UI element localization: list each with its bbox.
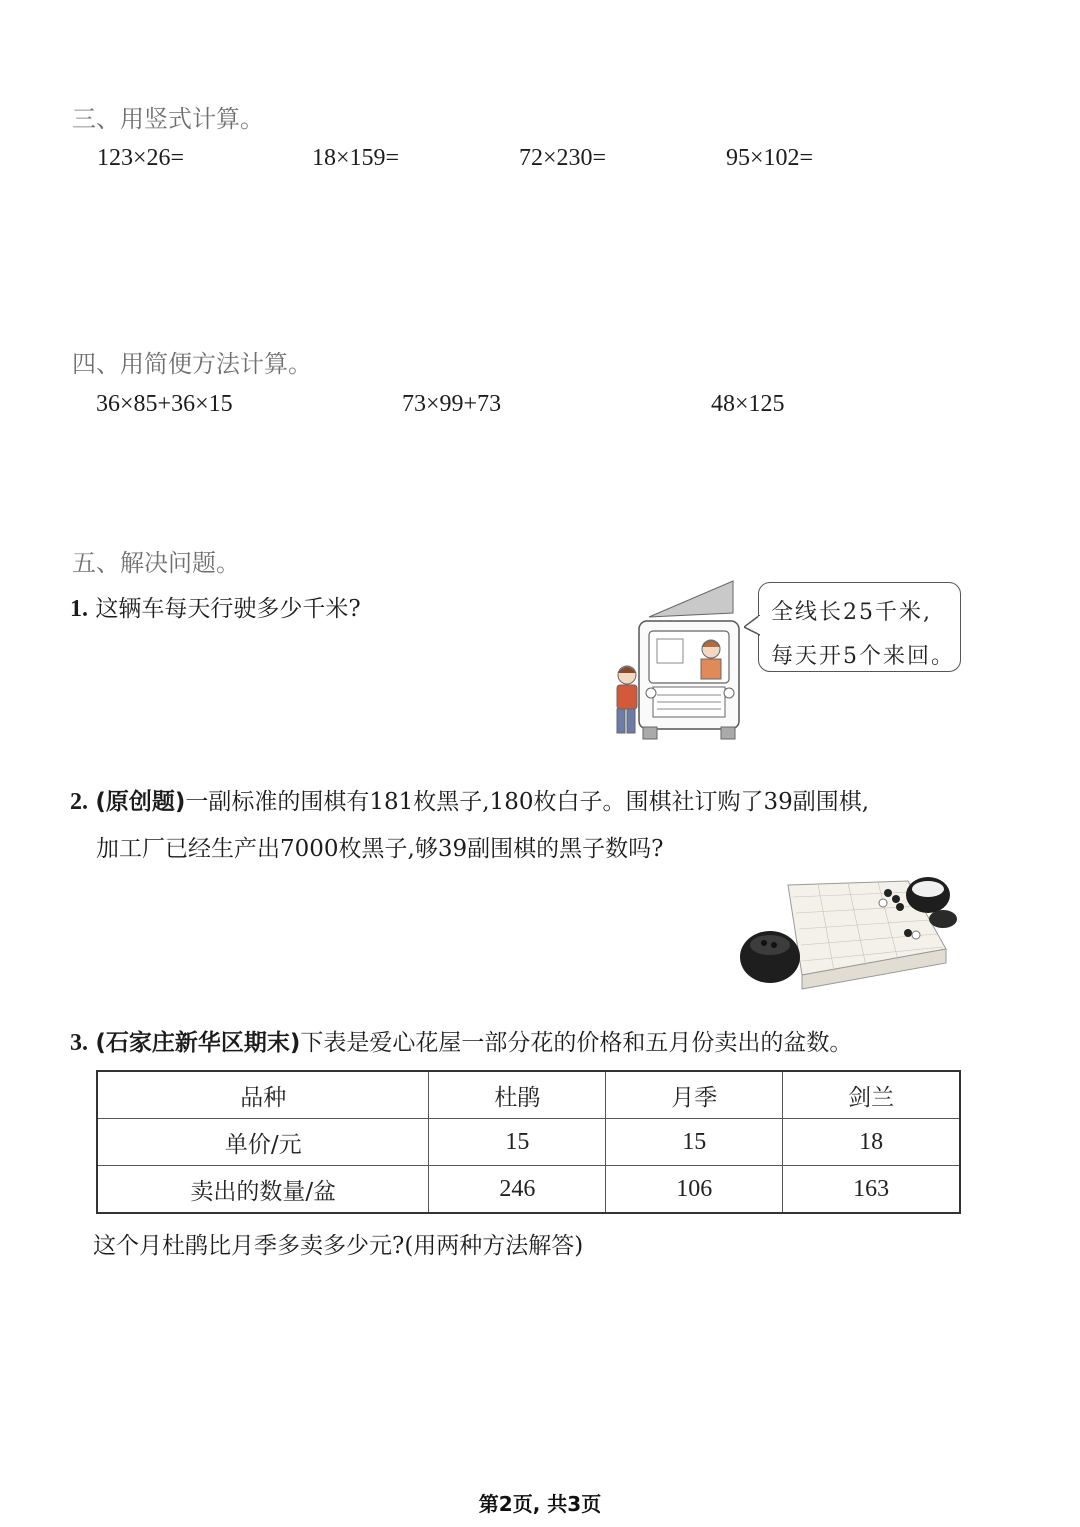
calc-expression: 95×102= <box>726 145 814 171</box>
bubble-line: 每天开5个来回。 <box>771 644 955 669</box>
simplify-expression: 73×99+73 <box>402 391 502 417</box>
calc-expression: 18×159= <box>312 145 400 171</box>
question-1 <box>70 590 361 623</box>
simplify-expression: 48×125 <box>711 391 785 417</box>
flower-price-table <box>96 1070 961 1214</box>
question-2-line: 一副标准的围棋有181枚黑子,180枚白子。围棋社订购了39副围棋, <box>185 789 870 815</box>
table-row <box>97 1071 960 1119</box>
question-2-line: 加工厂已经生产出7000枚黑子,够39副围棋的黑子数吗? <box>96 836 664 862</box>
table-header-cell: 月季 <box>606 1071 783 1119</box>
table-row <box>97 1166 960 1214</box>
question-source: (石家庄新华区期末) <box>95 1030 301 1056</box>
table-row-label: 卖出的数量/盆 <box>97 1166 429 1214</box>
table-cell: 15 <box>429 1119 606 1166</box>
table-cell: 15 <box>606 1119 783 1166</box>
question-number: 2. <box>70 789 88 815</box>
section-4-title: 四、用简便方法计算。 <box>72 350 312 378</box>
question-3-prompt: 这个月杜鹃比月季多卖多少元?(用两种方法解答) <box>93 1233 584 1259</box>
table-cell: 246 <box>429 1166 606 1214</box>
question-3-text: 下表是爱心花屋一部分花的价格和五月份卖出的盆数。 <box>300 1030 853 1056</box>
question-3 <box>70 1024 852 1057</box>
question-number: 3. <box>70 1030 88 1056</box>
calc-expression: 72×230= <box>519 145 607 171</box>
section-3-title: 三、用竖式计算。 <box>72 105 264 133</box>
table-header-cell: 品种 <box>97 1071 429 1119</box>
question-1-text: 这辆车每天行驶多少千米? <box>95 596 361 622</box>
table-header-cell: 剑兰 <box>783 1071 960 1119</box>
calc-expression: 123×26= <box>97 145 185 171</box>
speech-bubble <box>758 582 961 672</box>
bubble-line: 全线长25千米, <box>771 600 932 625</box>
table-row-label: 单价/元 <box>97 1119 429 1166</box>
bubble-tail <box>744 615 760 637</box>
question-2 <box>70 783 869 816</box>
page-footer: 第2页, 共3页 <box>478 1492 602 1516</box>
question-number: 1. <box>70 596 88 622</box>
question-source: (原创题) <box>95 789 186 815</box>
table-row <box>97 1119 960 1166</box>
simplify-expression: 36×85+36×15 <box>96 391 233 417</box>
table-cell: 163 <box>783 1166 960 1214</box>
section-5-title: 五、解决问题。 <box>72 549 240 577</box>
go-board-illustration <box>738 875 963 995</box>
table-cell: 106 <box>606 1166 783 1214</box>
table-header-cell: 杜鹃 <box>429 1071 606 1119</box>
table-cell: 18 <box>783 1119 960 1166</box>
bus-illustration <box>605 575 765 745</box>
